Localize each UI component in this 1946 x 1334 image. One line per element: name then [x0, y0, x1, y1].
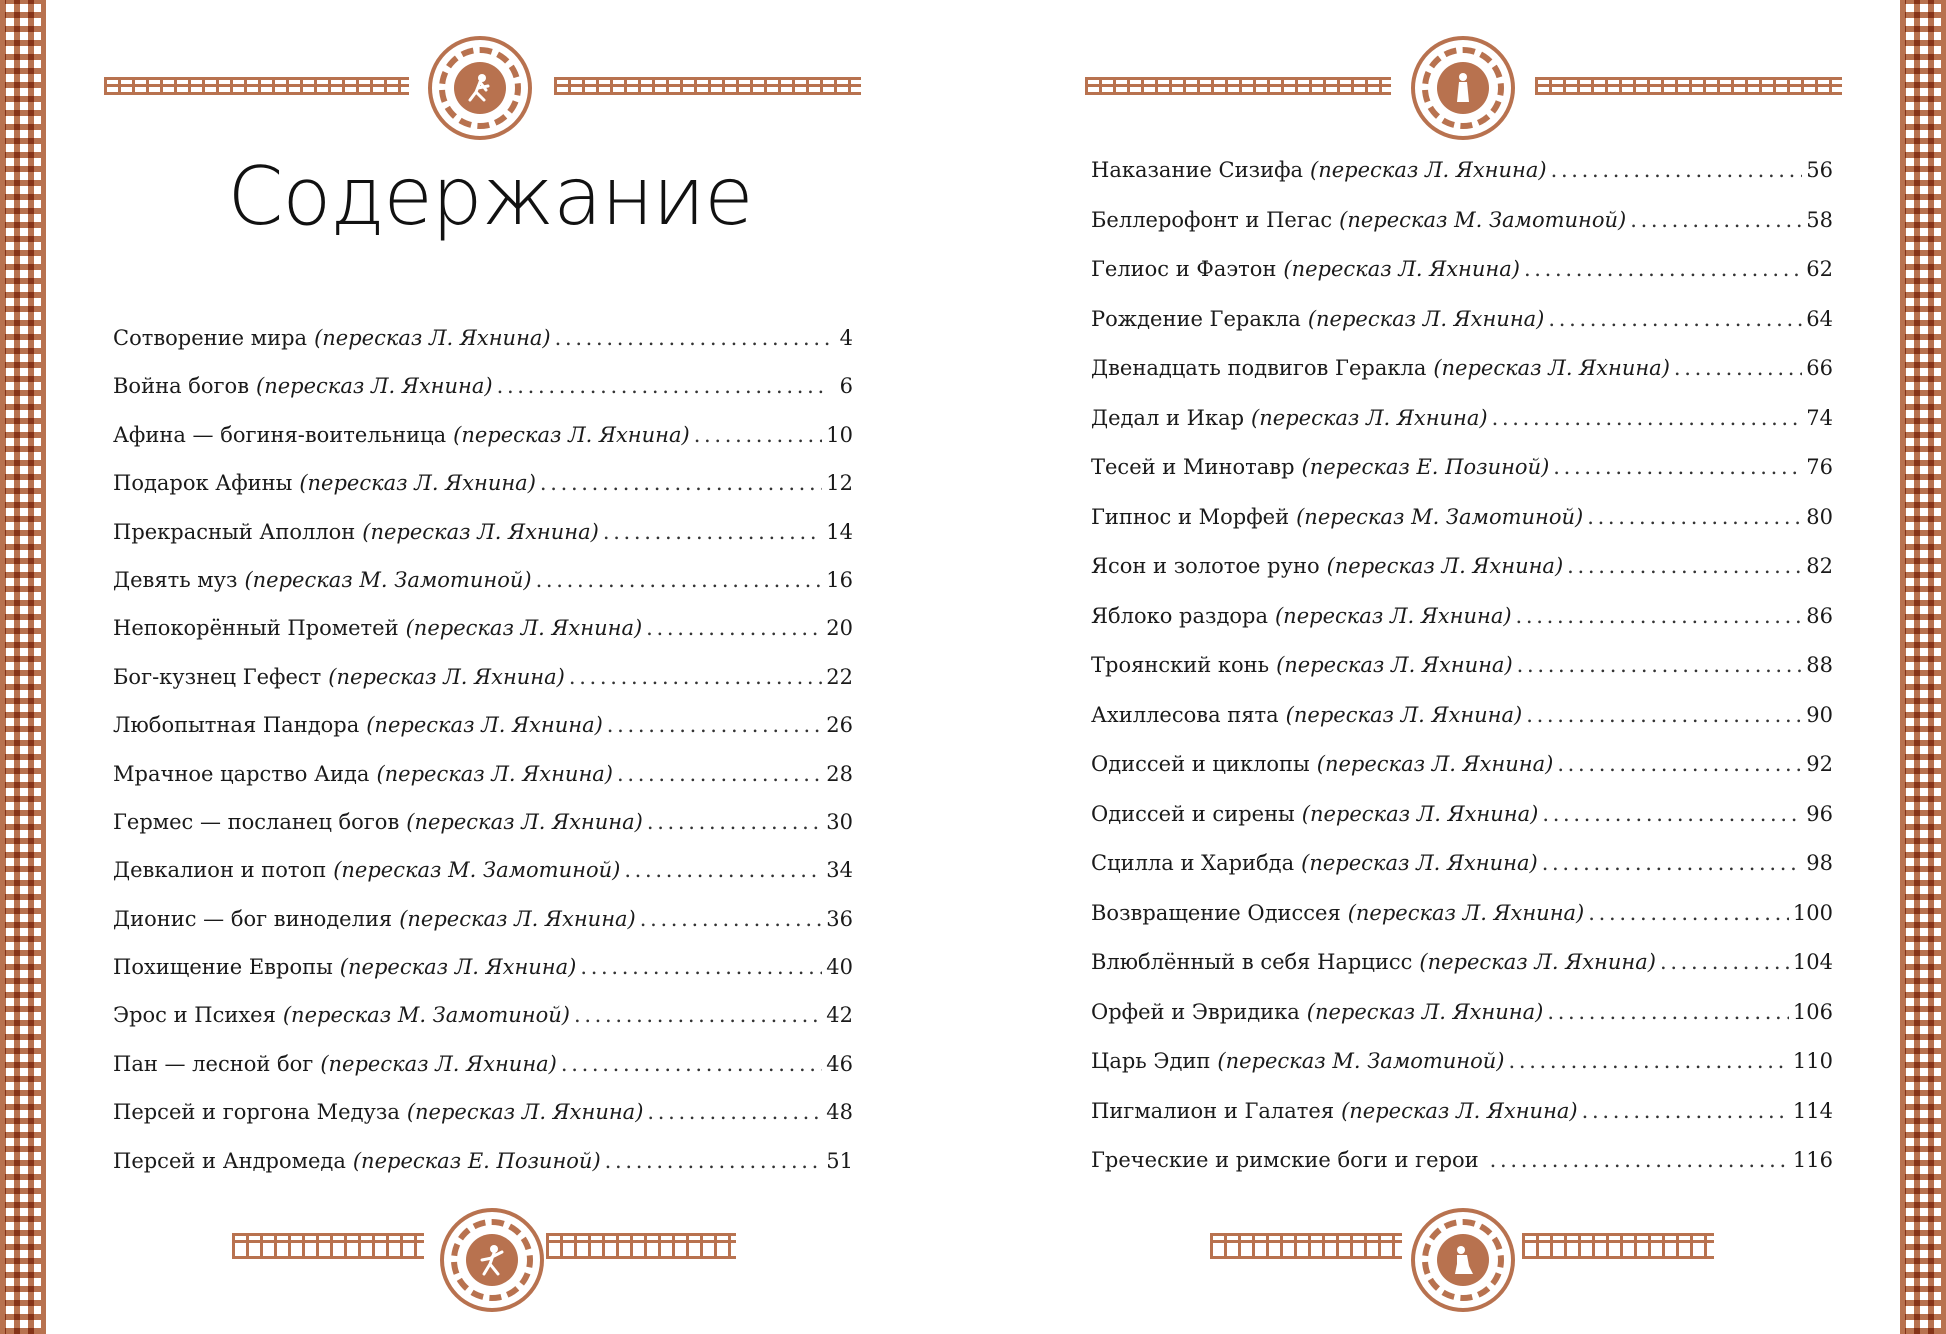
entry-author: (пересказ Л. Яхнина) [314, 326, 551, 350]
entry-title: Одиссей и сирены [1091, 801, 1295, 826]
dot-leader [536, 568, 823, 592]
dot-leader [1548, 307, 1802, 331]
dot-leader [580, 955, 822, 979]
entry-page: 106 [1792, 999, 1833, 1024]
toc-entry[interactable] [1091, 901, 1833, 951]
entry-title: Девять муз [113, 567, 238, 592]
entry-page: 88 [1806, 653, 1833, 677]
dot-leader [540, 471, 822, 495]
entry-author: (пересказ Л. Яхнина) [1274, 603, 1512, 628]
entry-page: 10 [826, 422, 853, 447]
entry-title: Любопытная Пандора [113, 713, 360, 738]
bottom-right-meander-band-right [1522, 1233, 1714, 1259]
entry-page: 51 [826, 1148, 853, 1173]
dot-leader [1490, 1148, 1789, 1172]
dot-leader [1674, 356, 1802, 380]
entry-title: Одиссей и циклопы [1091, 752, 1310, 776]
top-right-medallion [1411, 36, 1515, 140]
page-title: Содержание [227, 150, 753, 243]
toc-entry[interactable] [1091, 604, 1833, 654]
toc-entry[interactable] [1091, 455, 1833, 505]
entry-title: Орфей и Эвридика [1091, 999, 1300, 1024]
entry-page: 98 [1806, 851, 1833, 875]
dot-leader [647, 810, 822, 834]
entry-author: (пересказ М. Замотиной) [1217, 1049, 1505, 1073]
dot-leader [603, 520, 822, 544]
bottom-right-meander-band-left [1210, 1233, 1402, 1259]
entry-page: 26 [826, 713, 853, 738]
entry-author: (пересказ Л. Яхнина) [1285, 702, 1523, 727]
entry-page: 30 [826, 809, 853, 834]
toc-entry[interactable] [1091, 208, 1833, 258]
entry-page: 14 [826, 519, 853, 544]
entry-author: (пересказ Л. Яхнина) [1347, 900, 1585, 925]
toc-entry[interactable] [113, 471, 853, 519]
entry-author: (пересказ Л. Яхнина) [1310, 158, 1547, 182]
toc-entry[interactable] [113, 1052, 853, 1100]
entry-page: 56 [1806, 158, 1833, 182]
entry-page: 16 [826, 567, 853, 592]
entry-page: 86 [1806, 603, 1833, 628]
entry-title: Ясон и золотое руно [1091, 554, 1320, 578]
top-right-meander-band-left [1085, 77, 1391, 95]
entry-title: Гипнос и Морфей [1091, 504, 1290, 529]
entry-author: (пересказ Л. Яхнина) [1326, 554, 1564, 578]
entry-author: (пересказ Л. Яхнина) [453, 422, 690, 447]
entry-page: 92 [1806, 752, 1833, 776]
top-left-medallion [428, 36, 532, 140]
toc-entry[interactable] [113, 858, 853, 906]
entry-page: 12 [826, 471, 853, 496]
entry-page: 62 [1806, 257, 1833, 281]
entry-page: 36 [826, 906, 853, 931]
toc-entry[interactable] [113, 713, 853, 761]
entry-title: Наказание Сизифа [1091, 158, 1304, 182]
entry-title: Персей и Андромеда [113, 1148, 346, 1173]
bottom-right-medallion [1411, 1208, 1515, 1312]
toc-entry[interactable] [1091, 1099, 1833, 1149]
dot-leader [1630, 208, 1802, 232]
dot-leader [617, 762, 822, 786]
left-greek-key-border [0, 0, 46, 1334]
entry-author: (пересказ М. Замотиной) [1296, 504, 1584, 529]
toc-entry[interactable] [1091, 257, 1833, 307]
toc-entry[interactable] [1091, 851, 1833, 901]
toc-entry[interactable] [1091, 703, 1833, 753]
entry-title: Рождение Геракла [1091, 306, 1301, 331]
toc-left-column [113, 326, 853, 1197]
dot-leader [624, 858, 822, 882]
bottom-left-medallion [440, 1208, 544, 1312]
toc-entry[interactable] [1091, 406, 1833, 456]
dot-leader [1582, 1099, 1789, 1123]
entry-page: 42 [826, 1003, 853, 1028]
entry-page: 96 [1806, 801, 1833, 826]
entry-author: (пересказ Л. Яхнина) [299, 471, 536, 496]
entry-page: 80 [1806, 504, 1833, 529]
dot-leader [1509, 1049, 1789, 1073]
dot-leader [1516, 604, 1803, 628]
dot-leader [1492, 406, 1803, 430]
dot-leader [1553, 455, 1802, 479]
dot-leader [1542, 851, 1803, 875]
warrior-figure-icon [474, 1242, 510, 1278]
entry-page: 116 [1792, 1148, 1833, 1172]
right-greek-key-border [1900, 0, 1946, 1334]
seated-figure-icon [1445, 1242, 1481, 1278]
entry-author: (пересказ Л. Яхнина) [339, 955, 577, 980]
dot-leader [561, 1052, 822, 1076]
entry-title: Дедал и Икар [1091, 405, 1245, 430]
entry-author: (пересказ Л. Яхнина) [1283, 257, 1520, 281]
entry-author: (пересказ Л. Яхнина) [1316, 752, 1554, 776]
entry-title: Эрос и Психея [113, 1003, 276, 1028]
toc-entry[interactable] [1091, 158, 1833, 208]
toc-entry[interactable] [1091, 554, 1833, 604]
entry-author: (пересказ Л. Яхнина) [405, 616, 643, 641]
dot-leader [640, 907, 823, 931]
top-left-meander-band-left [104, 77, 409, 95]
bottom-left-meander-band-left [232, 1233, 424, 1259]
entry-author: (пересказ Л. Яхнина) [1301, 801, 1539, 826]
entry-title: Прекрасный Аполлон [113, 519, 356, 544]
entry-page: 74 [1806, 405, 1833, 430]
entry-author: (пересказ Л. Яхнина) [399, 906, 636, 931]
entry-author: (пересказ Л. Яхнина) [366, 713, 603, 738]
entry-title: Девкалион и потоп [113, 858, 327, 883]
toc-entry[interactable] [113, 955, 853, 1003]
dot-leader [1517, 653, 1803, 677]
entry-title: Персей и горгона Медуза [113, 1100, 400, 1125]
entry-title: Афина — богиня-воительница [113, 422, 447, 447]
dot-leader [1557, 752, 1802, 776]
dot-leader [1551, 158, 1803, 182]
dot-leader [1567, 554, 1802, 578]
entry-page: 4 [839, 326, 853, 350]
toc-entry[interactable] [113, 665, 853, 713]
entry-page: 48 [826, 1100, 853, 1125]
top-right-meander-band-right [1535, 77, 1842, 95]
entry-title: Дионис — бог виноделия [113, 906, 393, 931]
entry-page: 34 [826, 858, 853, 883]
entry-author: (пересказ Л. Яхнина) [320, 1051, 557, 1076]
toc-entry[interactable] [113, 374, 853, 422]
toc-entry[interactable] [113, 762, 853, 810]
entry-author: (пересказ Л. Яхнина) [376, 761, 613, 786]
entry-title: Двенадцать подвигов Геракла [1091, 356, 1427, 380]
entry-page: 22 [826, 664, 853, 689]
entry-title: Троянский конь [1091, 653, 1270, 677]
dot-leader [1587, 505, 1802, 529]
dot-leader [574, 1003, 822, 1027]
dot-leader [1526, 703, 1802, 727]
entry-page: 82 [1806, 554, 1833, 578]
toc-entry[interactable] [1091, 802, 1833, 852]
entry-title: Бог-кузнец Гефест [113, 664, 322, 689]
entry-title: Война богов [113, 374, 250, 399]
toc-entry[interactable] [113, 1100, 853, 1148]
entry-author: (пересказ Л. Яхнина) [1419, 950, 1656, 974]
entry-title: Беллерофонт и Пегас [1091, 207, 1333, 232]
toc-entry[interactable] [113, 423, 853, 471]
top-left-meander-band-right [554, 77, 861, 95]
dot-leader [497, 374, 829, 398]
entry-page: 66 [1806, 356, 1833, 380]
entry-title: Пан — лесной бог [113, 1051, 314, 1076]
entry-title: Пигмалион и Галатея [1091, 1098, 1335, 1123]
entry-title: Гермес — посланец богов [113, 809, 400, 834]
toc-entry[interactable] [113, 326, 853, 374]
entry-author: (пересказ Л. Яхнина) [406, 809, 643, 834]
entry-title: Подарок Афины [113, 471, 293, 496]
dot-leader [1542, 802, 1802, 826]
entry-title: Похищение Европы [113, 955, 333, 980]
entry-title: Царь Эдип [1091, 1049, 1211, 1073]
dot-leader [647, 1100, 822, 1124]
entry-title: Тесей и Минотавр [1091, 455, 1295, 479]
toc-entry[interactable] [113, 810, 853, 858]
entry-author: (пересказ М. Замотиной) [244, 567, 532, 592]
entry-author: (пересказ Л. Яхнина) [1433, 356, 1670, 380]
entry-author: (пересказ Л. Яхнина) [362, 519, 599, 544]
dot-leader [607, 713, 822, 737]
entry-page: 40 [826, 955, 853, 980]
toc-right-column [1091, 158, 1833, 1198]
entry-author: (пересказ М. Замотиной) [1339, 207, 1627, 232]
toc-entry[interactable] [1091, 505, 1833, 555]
entry-author: (пересказ Л. Яхнина) [1341, 1098, 1578, 1123]
entry-title: Ахиллесова пята [1091, 702, 1279, 727]
toc-entry[interactable] [1091, 653, 1833, 703]
dot-leader [555, 326, 829, 350]
entry-page: 76 [1806, 455, 1833, 479]
bottom-left-meander-band-right [546, 1233, 736, 1259]
entry-page: 46 [826, 1051, 853, 1076]
entry-page: 110 [1792, 1049, 1833, 1073]
dot-leader [1547, 1000, 1789, 1024]
toc-entry[interactable] [1091, 307, 1833, 357]
entry-author: (пересказ Е. Позиной) [352, 1148, 601, 1173]
entry-page: 28 [826, 761, 853, 786]
entry-author: (пересказ Л. Яхнина) [1307, 306, 1545, 331]
entry-page: 20 [826, 616, 853, 641]
entry-page: 104 [1792, 950, 1833, 974]
toc-entry[interactable] [113, 1149, 853, 1197]
entry-author: (пересказ Л. Яхнина) [256, 374, 493, 399]
entry-author: (пересказ Е. Позиной) [1301, 455, 1550, 479]
entry-author: (пересказ Л. Яхнина) [406, 1100, 644, 1125]
toc-entry[interactable] [113, 568, 853, 616]
entry-title: Сотворение мира [113, 326, 308, 350]
entry-title: Гелиос и Фаэтон [1091, 257, 1277, 281]
entry-page: 64 [1806, 306, 1833, 331]
toc-entry[interactable] [113, 616, 853, 664]
toc-entry[interactable] [1091, 752, 1833, 802]
standing-figure-icon [1445, 70, 1481, 106]
entry-author: (пересказ М. Замотиной) [282, 1003, 570, 1028]
entry-page: 58 [1806, 207, 1833, 232]
entry-page: 6 [839, 374, 853, 399]
entry-title: Непокорённый Прометей [113, 616, 399, 641]
toc-entry[interactable] [1091, 950, 1833, 1000]
toc-entry[interactable] [1091, 1148, 1833, 1198]
entry-page: 114 [1792, 1098, 1833, 1123]
toc-entry[interactable] [1091, 1000, 1833, 1050]
entry-author: (пересказ Л. Яхнина) [1251, 405, 1488, 430]
entry-author: (пересказ Л. Яхнина) [1301, 851, 1538, 875]
toc-entry[interactable] [1091, 356, 1833, 406]
dot-leader [569, 665, 822, 689]
entry-author: (пересказ Л. Яхнина) [1306, 999, 1544, 1024]
entry-title: Мрачное царство Аида [113, 761, 370, 786]
entry-title: Влюблённый в себя Нарцисс [1091, 950, 1413, 974]
entry-page: 90 [1806, 702, 1833, 727]
dot-leader [694, 423, 823, 447]
toc-entry[interactable] [113, 1003, 853, 1051]
entry-title: Сцилла и Харибда [1091, 851, 1295, 875]
entry-title: Яблоко раздора [1091, 603, 1268, 628]
dot-leader [646, 616, 822, 640]
entry-author: (пересказ Л. Яхнина) [328, 664, 565, 689]
dot-leader [1660, 950, 1789, 974]
entry-title: Возвращение Одиссея [1091, 900, 1341, 925]
toc-entry[interactable] [113, 907, 853, 955]
dot-leader [605, 1149, 823, 1173]
dancing-figure-icon [462, 70, 498, 106]
dot-leader [1524, 257, 1802, 281]
entry-author: (пересказ М. Замотиной) [333, 858, 621, 883]
toc-entry[interactable] [113, 520, 853, 568]
entry-author: (пересказ Л. Яхнина) [1276, 653, 1513, 677]
entry-page: 100 [1792, 900, 1833, 925]
toc-entry[interactable] [1091, 1049, 1833, 1099]
entry-title: Греческие и римские боги и герои [1091, 1148, 1479, 1172]
dot-leader [1588, 901, 1789, 925]
